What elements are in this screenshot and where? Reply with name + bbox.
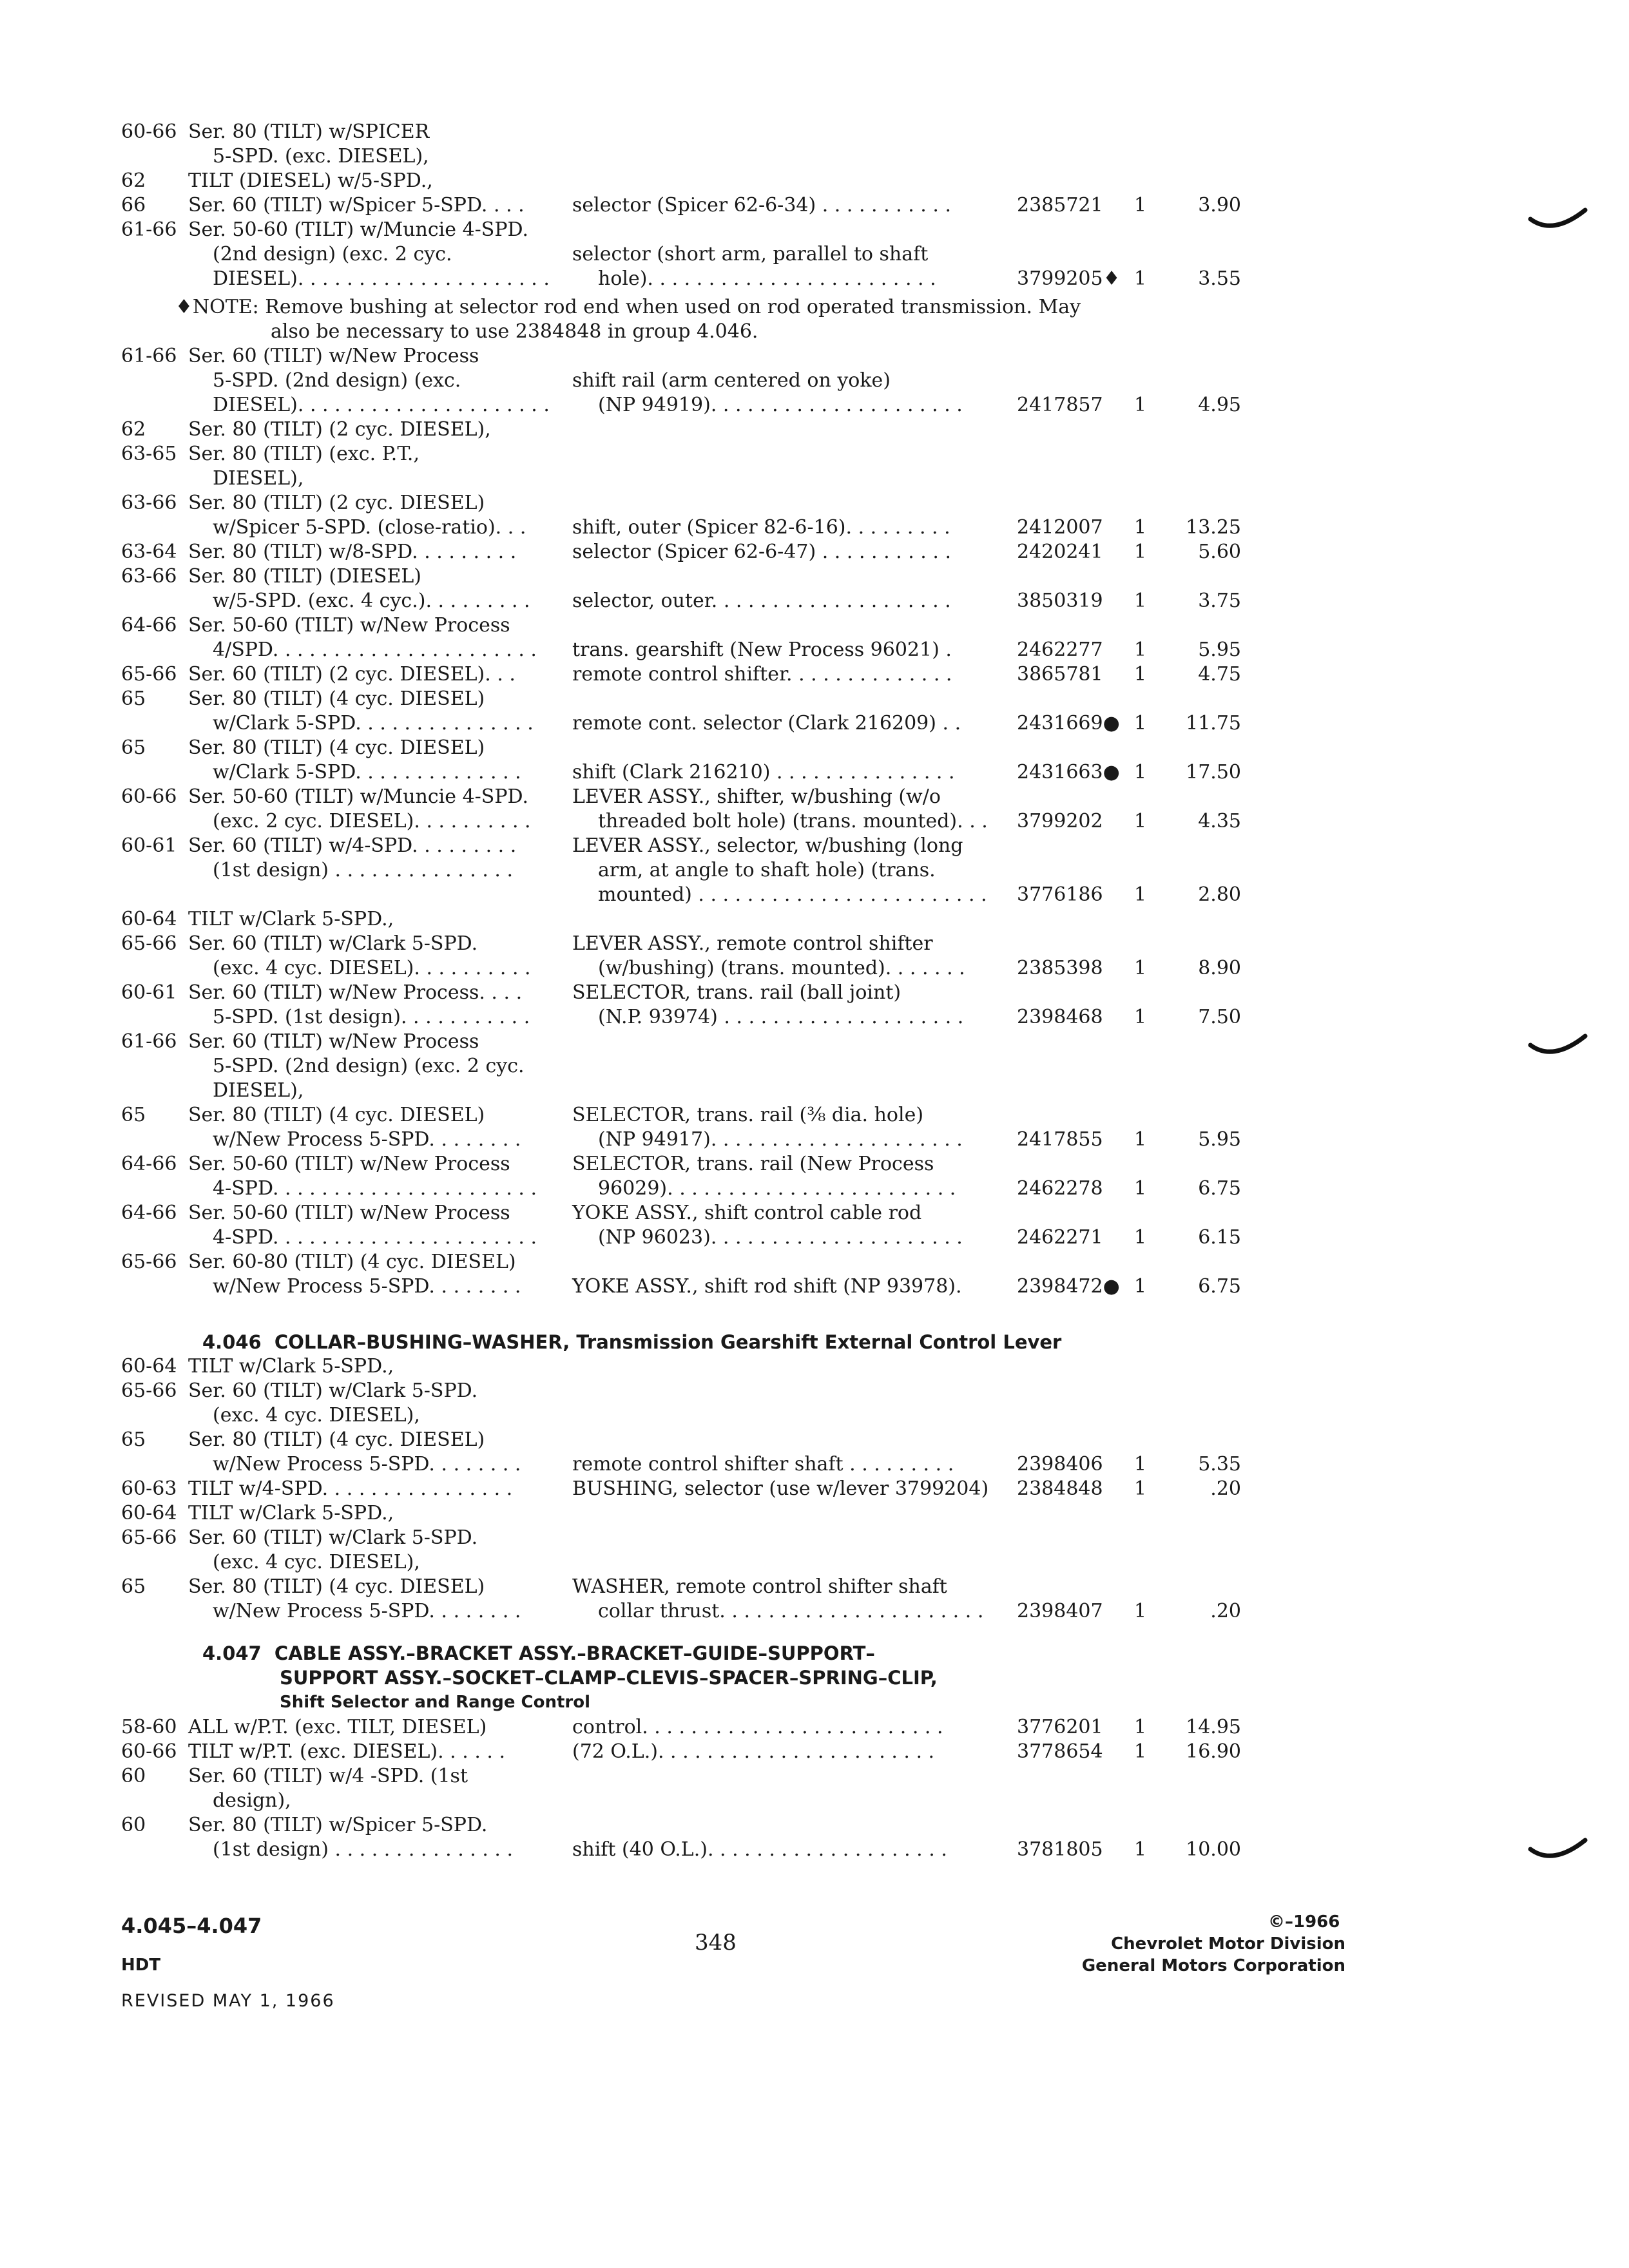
price-cell: 14.95: [1186, 1716, 1241, 1738]
quantity-cell: 1: [1134, 1128, 1147, 1151]
description-cell: SELECTOR, trans. rail (⅜ dia. hole): [572, 1104, 924, 1126]
note-line-2: also be necessary to use 2384848 in group 4.046.: [271, 320, 758, 343]
price-cell: 10.00: [1186, 1838, 1241, 1861]
price-cell: 5.95: [1198, 639, 1241, 661]
table-row: [0, 242, 1629, 267]
application-cell: 5-SPD. (2nd design) (exc.: [213, 369, 461, 392]
model-years-cell: 63-66: [121, 565, 177, 588]
description-cell: (N.P. 93974) . . . . . . . . . . . . . . . . . . . .: [598, 1006, 964, 1028]
price-cell: 5.60: [1198, 541, 1241, 563]
description-cell: control. . . . . . . . . . . . . . . . . . . . . . . . .: [572, 1716, 943, 1738]
table-row: [0, 442, 1629, 466]
table-row: [0, 1354, 1629, 1379]
table-row: [0, 393, 1629, 418]
group-heading-4047-line-3: Shift Selector and Range Control: [280, 1693, 590, 1712]
application-cell: Ser. 80 (TILT) (exc. P.T.,: [188, 443, 419, 465]
table-row: [0, 491, 1629, 515]
price-cell: 11.75: [1186, 712, 1241, 735]
quantity-cell: 1: [1134, 1716, 1147, 1738]
table-row: [0, 1079, 1629, 1103]
quantity-cell: 1: [1134, 1740, 1147, 1763]
part-number-cell: 2398472●: [1017, 1275, 1120, 1298]
application-cell: w/New Process 5-SPD. . . . . . . .: [213, 1453, 521, 1475]
table-row: [0, 834, 1629, 858]
model-years-cell: 65-66: [121, 1379, 177, 1402]
application-cell: (1st design) . . . . . . . . . . . . . . .: [213, 859, 514, 881]
application-cell: 4/SPD. . . . . . . . . . . . . . . . . . . . . .: [213, 639, 537, 661]
table-row: [0, 144, 1629, 169]
part-number-cell: 2417855: [1017, 1128, 1103, 1151]
table-row: [0, 1225, 1629, 1250]
application-cell: Ser. 60 (TILT) w/Spicer 5-SPD. . . .: [188, 194, 525, 216]
application-cell: Ser. 60 (TILT) w/Clark 5-SPD.: [188, 1526, 478, 1549]
part-number-cell: 3850319: [1017, 590, 1103, 612]
application-cell: Ser. 80 (TILT) w/SPICER: [188, 120, 430, 143]
model-years-cell: 62: [121, 169, 146, 192]
part-number-cell: 2462277: [1017, 639, 1103, 661]
table-row: [0, 1575, 1629, 1599]
table-row: [0, 907, 1629, 932]
table-row: [0, 1379, 1629, 1403]
footer-section-number: 4.045–4.047: [121, 1914, 262, 1938]
application-cell: Ser. 60-80 (TILT) (4 cyc. DIESEL): [188, 1251, 516, 1273]
table-row: [0, 1177, 1629, 1201]
application-cell: w/Clark 5-SPD. . . . . . . . . . . . . . .: [213, 712, 534, 735]
table-row: [0, 369, 1629, 393]
application-cell: 5-SPD. (2nd design) (exc. 2 cyc.: [213, 1055, 525, 1077]
table-row: [0, 687, 1629, 711]
application-cell: TILT (DIESEL) w/5-SPD.,: [188, 169, 433, 192]
application-cell: Ser. 50-60 (TILT) w/Muncie 4-SPD.: [188, 218, 529, 241]
model-years-cell: 65: [121, 1428, 146, 1451]
part-number-cell: 2417857: [1017, 394, 1103, 416]
application-cell: (exc. 4 cyc. DIESEL),: [213, 1551, 420, 1573]
part-number-cell: 3865781: [1017, 663, 1103, 686]
application-cell: 4-SPD. . . . . . . . . . . . . . . . . . . . . .: [213, 1226, 537, 1249]
table-row: [0, 760, 1629, 785]
price-cell: 5.35: [1198, 1453, 1241, 1475]
part-number-cell: 2462278: [1017, 1177, 1103, 1200]
description-cell: selector (short arm, parallel to shaft: [572, 243, 929, 265]
table-row: [0, 662, 1629, 687]
description-cell: shift rail (arm centered on yoke): [572, 369, 891, 392]
price-cell: .20: [1210, 1600, 1241, 1622]
table-row: [0, 193, 1629, 218]
application-cell: Ser. 80 (TILT) w/8-SPD. . . . . . . . .: [188, 541, 517, 563]
quantity-cell: 1: [1134, 516, 1147, 539]
application-cell: Ser. 80 (TILT) (4 cyc. DIESEL): [188, 1575, 485, 1598]
quantity-cell: 1: [1134, 1226, 1147, 1249]
quantity-cell: 1: [1134, 1477, 1147, 1500]
part-number-cell: 3776201: [1017, 1716, 1103, 1738]
model-years-cell: 60-66: [121, 785, 177, 808]
description-cell: BUSHING, selector (use w/lever 3799204): [572, 1477, 989, 1500]
quantity-cell: 1: [1134, 194, 1147, 216]
application-cell: DIESEL),: [213, 467, 304, 490]
group-heading-4047-line-2: SUPPORT ASSY.–SOCKET–CLAMP–CLEVIS–SPACER–SPRING–CLIP,: [280, 1667, 938, 1689]
price-cell: 7.50: [1198, 1006, 1241, 1028]
application-cell: (1st design) . . . . . . . . . . . . . . .: [213, 1838, 514, 1861]
page-number: 348: [695, 1930, 737, 1956]
model-years-cell: 60-66: [121, 1740, 177, 1763]
description-cell: YOKE ASSY., shift control cable rod: [572, 1202, 922, 1224]
table-row: [0, 736, 1629, 760]
quantity-cell: 1: [1134, 957, 1147, 979]
model-years-cell: 63-66: [121, 492, 177, 514]
part-number-cell: 3799202: [1017, 810, 1103, 832]
table-row: [0, 218, 1629, 242]
table-row: [0, 344, 1629, 369]
model-years-cell: 64-66: [121, 614, 177, 637]
application-cell: Ser. 50-60 (TILT) w/New Process: [188, 614, 510, 637]
table-row: [0, 1501, 1629, 1526]
quantity-cell: 1: [1134, 541, 1147, 563]
model-years-cell: 62: [121, 418, 146, 441]
application-cell: Ser. 50-60 (TILT) w/Muncie 4-SPD.: [188, 785, 529, 808]
table-row: [0, 858, 1629, 883]
application-cell: (exc. 4 cyc. DIESEL),: [213, 1404, 420, 1427]
part-number-cell: 2431669●: [1017, 712, 1120, 735]
part-number-cell: 3799205♦: [1017, 267, 1121, 290]
description-cell: arm, at angle to shaft hole) (trans.: [598, 859, 936, 881]
table-row: [0, 1250, 1629, 1274]
price-cell: 6.75: [1198, 1177, 1241, 1200]
application-cell: Ser. 80 (TILT) w/Spicer 5-SPD.: [188, 1814, 488, 1836]
description-cell: remote control shifter. . . . . . . . . . . . . .: [572, 663, 952, 686]
application-cell: (exc. 4 cyc. DIESEL). . . . . . . . . .: [213, 957, 531, 979]
model-years-cell: 60-61: [121, 981, 177, 1004]
part-number-cell: 3781805: [1017, 1838, 1103, 1861]
description-cell: LEVER ASSY., selector, w/bushing (long: [572, 834, 963, 857]
application-cell: w/New Process 5-SPD. . . . . . . .: [213, 1128, 521, 1151]
application-cell: 5-SPD. (1st design). . . . . . . . . . .: [213, 1006, 530, 1028]
description-cell: threaded bolt hole) (trans. mounted). . .: [598, 810, 988, 832]
description-cell: SELECTOR, trans. rail (ball joint): [572, 981, 901, 1004]
application-cell: Ser. 80 (TILT) (4 cyc. DIESEL): [188, 1104, 485, 1126]
model-years-cell: 64-66: [121, 1202, 177, 1224]
quantity-cell: 1: [1134, 267, 1147, 290]
model-years-cell: 60: [121, 1814, 146, 1836]
description-cell: SELECTOR, trans. rail (New Process: [572, 1153, 934, 1175]
description-cell: (NP 96023). . . . . . . . . . . . . . . . . . . . .: [598, 1226, 963, 1249]
table-row: [0, 809, 1629, 834]
model-years-cell: 64-66: [121, 1153, 177, 1175]
table-row: [0, 638, 1629, 662]
application-cell: DIESEL). . . . . . . . . . . . . . . . . . . . .: [213, 394, 550, 416]
application-cell: Ser. 80 (TILT) (2 cyc. DIESEL),: [188, 418, 491, 441]
table-row: [0, 613, 1629, 638]
application-cell: TILT w/Clark 5-SPD.,: [188, 908, 394, 930]
description-cell: (72 O.L.). . . . . . . . . . . . . . . . . . . . . . .: [572, 1740, 935, 1763]
price-cell: 16.90: [1186, 1740, 1241, 1763]
footer-corporation: General Motors Corporation: [1081, 1956, 1345, 1975]
model-years-cell: 65-66: [121, 1526, 177, 1549]
model-years-cell: 61-66: [121, 1030, 177, 1053]
table-row: [0, 1030, 1629, 1054]
application-cell: Ser. 60 (TILT) w/4-SPD. . . . . . . . .: [188, 834, 517, 857]
part-number-cell: 2398407: [1017, 1600, 1103, 1622]
description-cell: shift (40 O.L.). . . . . . . . . . . . . . . . . . . .: [572, 1838, 947, 1861]
application-cell: Ser. 60 (TILT) w/New Process: [188, 345, 479, 367]
table-row: [0, 540, 1629, 564]
group-heading-4046: 4.046 COLLAR–BUSHING–WASHER, Transmission Gearshift External Control Lever: [202, 1331, 1062, 1353]
description-cell: hole). . . . . . . . . . . . . . . . . . . . . . . .: [598, 267, 936, 290]
table-row: [0, 956, 1629, 981]
application-cell: DIESEL),: [213, 1079, 304, 1102]
price-cell: .20: [1210, 1477, 1241, 1500]
model-years-cell: 60-63: [121, 1477, 177, 1500]
part-number-cell: 3776186: [1017, 883, 1103, 906]
quantity-cell: 1: [1134, 394, 1147, 416]
price-cell: 17.50: [1186, 761, 1241, 783]
application-cell: Ser. 50-60 (TILT) w/New Process: [188, 1202, 510, 1224]
footer-revised-date: REVISED MAY 1, 1966: [121, 1991, 335, 2011]
application-cell: 5-SPD. (exc. DIESEL),: [213, 145, 429, 168]
binder-hole-mark-icon: [1527, 205, 1592, 237]
table-row: [0, 1477, 1629, 1501]
table-row: [0, 515, 1629, 540]
price-cell: 6.75: [1198, 1275, 1241, 1298]
quantity-cell: 1: [1134, 712, 1147, 735]
model-years-cell: 65: [121, 1104, 146, 1126]
application-cell: Ser. 60 (TILT) w/Clark 5-SPD.: [188, 1379, 478, 1402]
binder-hole-mark-icon: [1527, 1835, 1592, 1867]
table-row: [0, 1428, 1629, 1452]
description-cell: trans. gearshift (New Process 96021) .: [572, 639, 952, 661]
part-number-cell: 2398406: [1017, 1453, 1103, 1475]
application-cell: TILT w/4-SPD. . . . . . . . . . . . . . . .: [188, 1477, 513, 1500]
model-years-cell: 61-66: [121, 218, 177, 241]
description-cell: selector (Spicer 62-6-34) . . . . . . . . . . .: [572, 194, 951, 216]
price-cell: 2.80: [1198, 883, 1241, 906]
quantity-cell: 1: [1134, 1006, 1147, 1028]
model-years-cell: 63-65: [121, 443, 177, 465]
quantity-cell: 1: [1134, 1838, 1147, 1861]
application-cell: Ser. 80 (TILT) (2 cyc. DIESEL): [188, 492, 485, 514]
application-cell: Ser. 50-60 (TILT) w/New Process: [188, 1153, 510, 1175]
table-row: [0, 1813, 1629, 1838]
quantity-cell: 1: [1134, 810, 1147, 832]
model-years-cell: 65: [121, 1575, 146, 1598]
quantity-cell: 1: [1134, 1453, 1147, 1475]
model-years-cell: 58-60: [121, 1716, 177, 1738]
application-cell: 4-SPD. . . . . . . . . . . . . . . . . . . . . .: [213, 1177, 537, 1200]
application-cell: ALL w/P.T. (exc. TILT, DIESEL): [188, 1716, 487, 1738]
table-row: [0, 1403, 1629, 1428]
model-years-cell: 65-66: [121, 932, 177, 955]
part-number-cell: 2420241: [1017, 541, 1103, 563]
model-years-cell: 65-66: [121, 663, 177, 686]
application-cell: Ser. 60 (TILT) w/New Process: [188, 1030, 479, 1053]
model-years-cell: 60-64: [121, 1355, 177, 1378]
table-row: [0, 564, 1629, 589]
note-line-1: ♦NOTE: Remove bushing at selector rod end when used on rod operated transmission. May: [175, 296, 1081, 318]
application-cell: Ser. 60 (TILT) (2 cyc. DIESEL). . .: [188, 663, 516, 686]
model-years-cell: 61-66: [121, 345, 177, 367]
application-cell: w/Clark 5-SPD. . . . . . . . . . . . . .: [213, 761, 521, 783]
price-cell: 4.95: [1198, 394, 1241, 416]
model-years-cell: 60: [121, 1765, 146, 1787]
table-row: [0, 1274, 1629, 1299]
table-row: [0, 1201, 1629, 1225]
table-row: [0, 169, 1629, 193]
price-cell: 6.15: [1198, 1226, 1241, 1249]
application-cell: Ser. 80 (TILT) (4 cyc. DIESEL): [188, 736, 485, 759]
model-years-cell: 65: [121, 687, 146, 710]
part-number-cell: 2385398: [1017, 957, 1103, 979]
table-row: [0, 981, 1629, 1005]
model-years-cell: 60-61: [121, 834, 177, 857]
table-row: [0, 1128, 1629, 1152]
quantity-cell: 1: [1134, 1275, 1147, 1298]
part-number-cell: 2412007: [1017, 516, 1103, 539]
footer-series: HDT: [121, 1956, 161, 1975]
application-cell: w/Spicer 5-SPD. (close-ratio). . .: [213, 516, 526, 539]
model-years-cell: 63-64: [121, 541, 177, 563]
price-cell: 3.75: [1198, 590, 1241, 612]
table-row: [0, 1740, 1629, 1764]
application-cell: Ser. 80 (TILT) (4 cyc. DIESEL): [188, 1428, 485, 1451]
price-cell: 13.25: [1186, 516, 1241, 539]
part-number-cell: 2384848: [1017, 1477, 1103, 1500]
table-row: [0, 1789, 1629, 1813]
description-cell: (NP 94917). . . . . . . . . . . . . . . . . . . . .: [598, 1128, 963, 1151]
price-cell: 3.90: [1198, 194, 1241, 216]
binder-hole-mark-icon: [1527, 1031, 1592, 1063]
description-cell: shift, outer (Spicer 82-6-16). . . . . . . . .: [572, 516, 950, 539]
application-cell: TILT w/Clark 5-SPD.,: [188, 1502, 394, 1524]
table-row: [0, 1005, 1629, 1030]
model-years-cell: 65: [121, 736, 146, 759]
table-row: [0, 932, 1629, 956]
application-cell: Ser. 80 (TILT) (DIESEL): [188, 565, 422, 588]
quantity-cell: 1: [1134, 590, 1147, 612]
description-cell: LEVER ASSY., shifter, w/bushing (w/o: [572, 785, 941, 808]
description-cell: collar thrust. . . . . . . . . . . . . . . . . . . . . .: [598, 1600, 984, 1622]
description-cell: selector (Spicer 62-6-47) . . . . . . . . . . .: [572, 541, 951, 563]
table-row: [0, 1715, 1629, 1740]
quantity-cell: 1: [1134, 761, 1147, 783]
price-cell: 4.35: [1198, 810, 1241, 832]
part-number-cell: 3778654: [1017, 1740, 1103, 1763]
description-cell: mounted) . . . . . . . . . . . . . . . . . . . . . . . .: [598, 883, 987, 906]
part-number-cell: 2462271: [1017, 1226, 1103, 1249]
description-cell: LEVER ASSY., remote control shifter: [572, 932, 933, 955]
application-cell: (2nd design) (exc. 2 cyc.: [213, 243, 452, 265]
table-row: [0, 418, 1629, 442]
table-row: [0, 1452, 1629, 1477]
quantity-cell: 1: [1134, 1600, 1147, 1622]
table-row: [0, 1764, 1629, 1789]
description-cell: WASHER, remote control shifter shaft: [572, 1575, 947, 1598]
table-row: [0, 466, 1629, 491]
application-cell: Ser. 60 (TILT) w/Clark 5-SPD.: [188, 932, 478, 955]
quantity-cell: 1: [1134, 1177, 1147, 1200]
model-years-cell: 60-64: [121, 908, 177, 930]
table-row: [0, 1838, 1629, 1862]
price-cell: 3.55: [1198, 267, 1241, 290]
description-cell: remote cont. selector (Clark 216209) . .: [572, 712, 961, 735]
table-row: [0, 785, 1629, 809]
table-row: [0, 1550, 1629, 1575]
application-cell: Ser. 60 (TILT) w/4 -SPD. (1st: [188, 1765, 468, 1787]
part-number-cell: 2398468: [1017, 1006, 1103, 1028]
application-cell: w/5-SPD. (exc. 4 cyc.). . . . . . . . .: [213, 590, 530, 612]
table-row: [0, 1152, 1629, 1177]
description-cell: remote control shifter shaft . . . . . . . . .: [572, 1453, 954, 1475]
description-cell: YOKE ASSY., shift rod shift (NP 93978).: [572, 1275, 962, 1298]
model-years-cell: 60-64: [121, 1502, 177, 1524]
description-cell: shift (Clark 216210) . . . . . . . . . . . . . . .: [572, 761, 955, 783]
footer-division: Chevrolet Motor Division: [1111, 1934, 1345, 1954]
part-number-cell: 2385721: [1017, 194, 1103, 216]
application-cell: TILT w/P.T. (exc. DIESEL). . . . . .: [188, 1740, 506, 1763]
application-cell: design),: [213, 1789, 291, 1812]
part-number-cell: 2431663●: [1017, 761, 1120, 783]
description-cell: 96029). . . . . . . . . . . . . . . . . . . . . . . .: [598, 1177, 956, 1200]
model-years-cell: 66: [121, 194, 146, 216]
description-cell: (NP 94919). . . . . . . . . . . . . . . . . . . . .: [598, 394, 963, 416]
table-row: [0, 120, 1629, 144]
application-cell: Ser. 60 (TILT) w/New Process. . . .: [188, 981, 523, 1004]
application-cell: (exc. 2 cyc. DIESEL). . . . . . . . . .: [213, 810, 531, 832]
model-years-cell: 65-66: [121, 1251, 177, 1273]
table-row: [0, 711, 1629, 736]
application-cell: DIESEL). . . . . . . . . . . . . . . . . . . . .: [213, 267, 550, 290]
table-row: [0, 883, 1629, 907]
table-row: [0, 1599, 1629, 1624]
quantity-cell: 1: [1134, 639, 1147, 661]
model-years-cell: 60-66: [121, 120, 177, 143]
price-cell: 4.75: [1198, 663, 1241, 686]
description-cell: selector, outer. . . . . . . . . . . . . . . . . . . .: [572, 590, 951, 612]
footer-copyright: ©–1966: [1268, 1912, 1340, 1932]
table-row: [0, 1526, 1629, 1550]
group-heading-4047-line-1: 4.047 CABLE ASSY.–BRACKET ASSY.–BRACKET–GUIDE–SUPPORT–: [202, 1642, 875, 1664]
price-cell: 8.90: [1198, 957, 1241, 979]
application-cell: Ser. 80 (TILT) (4 cyc. DIESEL): [188, 687, 485, 710]
application-cell: w/New Process 5-SPD. . . . . . . .: [213, 1600, 521, 1622]
description-cell: (w/bushing) (trans. mounted). . . . . . .: [598, 957, 965, 979]
application-cell: TILT w/Clark 5-SPD.,: [188, 1355, 394, 1378]
table-row: [0, 1103, 1629, 1128]
quantity-cell: 1: [1134, 663, 1147, 686]
table-row: [0, 1054, 1629, 1079]
table-row: [0, 589, 1629, 613]
table-row: [0, 267, 1629, 291]
price-cell: 5.95: [1198, 1128, 1241, 1151]
application-cell: w/New Process 5-SPD. . . . . . . .: [213, 1275, 521, 1298]
quantity-cell: 1: [1134, 883, 1147, 906]
